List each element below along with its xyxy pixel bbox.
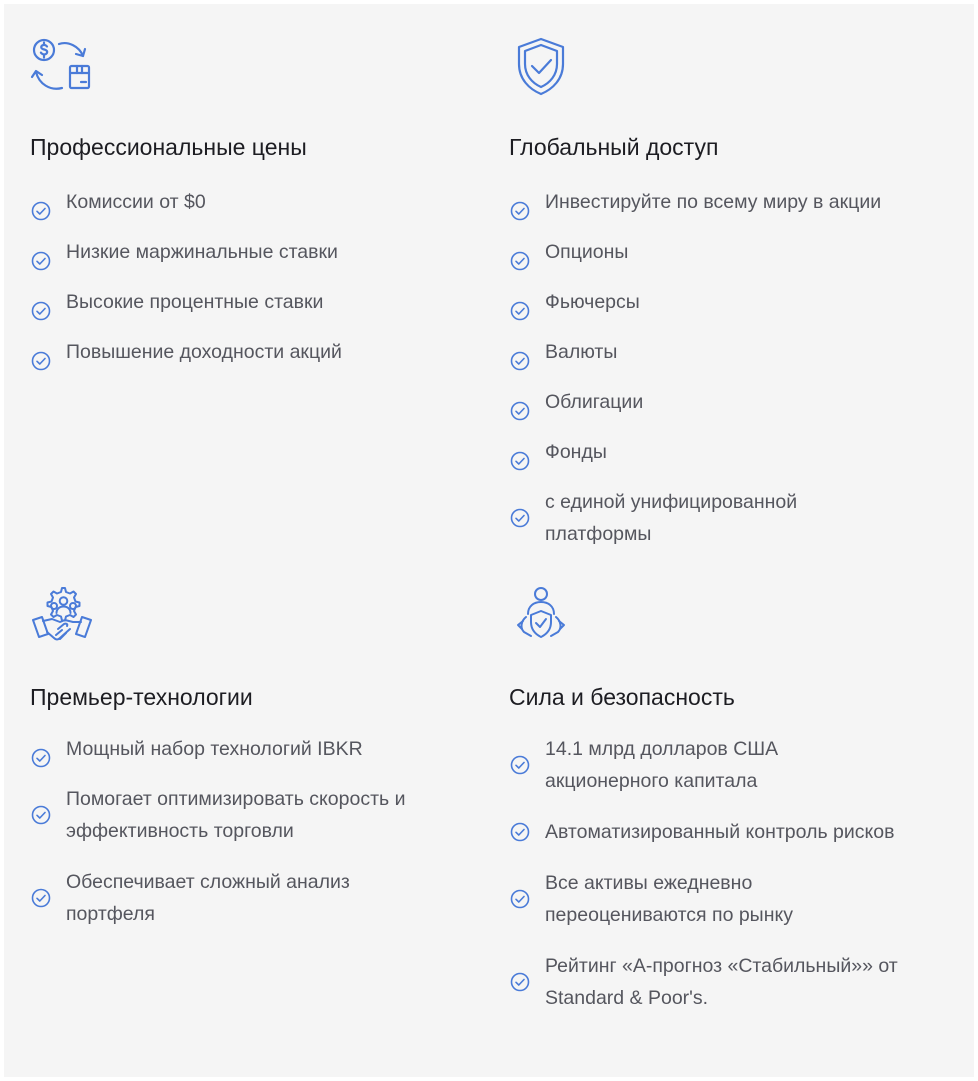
- list-item-text: Низкие маржинальные ставки: [66, 241, 338, 263]
- list-item-text: Помогает оптимизировать скорость и эффективность торговли: [66, 788, 406, 842]
- list-item-text: Фонды: [545, 441, 607, 463]
- check-circle-icon: [510, 508, 530, 528]
- list-item: [509, 486, 845, 550]
- feature-title: Профессиональные цены: [30, 134, 307, 160]
- list-item: [509, 867, 875, 931]
- check-circle-icon: [510, 972, 530, 992]
- list-item-text: Все активы ежедневно переоцениваются по рынку: [545, 872, 793, 926]
- list-item-text: Повышение доходности акций: [66, 341, 342, 363]
- check-circle-icon: [510, 401, 530, 421]
- feature-list: [509, 733, 969, 1014]
- shield-check-icon: [509, 34, 573, 98]
- list-item-text: Комиссии от $0: [66, 191, 206, 213]
- check-circle-icon: [31, 201, 51, 221]
- list-item-text: Высокие процентные ставки: [66, 291, 324, 313]
- list-item: [30, 286, 342, 336]
- feature-title: Сила и безопасность: [509, 684, 735, 710]
- list-item: [30, 733, 490, 783]
- check-circle-icon: [31, 748, 51, 768]
- list-item: [509, 286, 969, 336]
- exchange-dollar-box-icon: [30, 34, 94, 98]
- list-item: [30, 236, 342, 286]
- list-item: [30, 866, 406, 930]
- list-item-text: Фьючерсы: [545, 291, 640, 313]
- check-circle-icon: [510, 301, 530, 321]
- check-circle-icon: [510, 822, 530, 842]
- list-item-text: Мощный набор технологий IBKR: [66, 738, 363, 760]
- list-item: [509, 186, 969, 236]
- list-item-text: 14.1 млрд долларов США акционерного капитала: [545, 738, 779, 792]
- check-circle-icon: [31, 888, 51, 908]
- check-circle-icon: [510, 201, 530, 221]
- list-item-text: Валюты: [545, 341, 618, 363]
- check-circle-icon: [31, 805, 51, 825]
- feature-list: [30, 733, 490, 930]
- list-item: [509, 733, 845, 797]
- list-item: [509, 336, 969, 386]
- list-item-text: Автоматизированный контроль рисков: [545, 821, 895, 843]
- list-item: [30, 336, 342, 386]
- list-item-text: Инвестируйте по всему миру в акции: [545, 191, 882, 213]
- list-item-text: Опционы: [545, 241, 629, 263]
- list-item-text: Обеспечивает сложный анализ портфеля: [66, 871, 350, 925]
- feature-title: Премьер-технологии: [30, 684, 253, 710]
- list-item-text: Рейтинг «A-прогноз «Стабильный»» от Standard & Poor's.: [545, 955, 898, 1009]
- check-circle-icon: [510, 451, 530, 471]
- features-panel: [4, 4, 974, 1077]
- check-circle-icon: [510, 251, 530, 271]
- check-circle-icon: [31, 351, 51, 371]
- feature-list: [30, 186, 342, 386]
- list-item: [509, 950, 965, 1014]
- list-item: [509, 236, 969, 286]
- person-shield-icon: [509, 584, 573, 648]
- feature-list: [509, 186, 969, 550]
- check-circle-icon: [510, 889, 530, 909]
- list-item-text: Облигации: [545, 391, 644, 413]
- list-item: [30, 783, 486, 847]
- handshake-gear-icon: [30, 584, 94, 648]
- list-item: [509, 386, 969, 436]
- list-item: [509, 816, 905, 848]
- check-circle-icon: [510, 755, 530, 775]
- check-circle-icon: [31, 251, 51, 271]
- check-circle-icon: [31, 301, 51, 321]
- list-item: [30, 186, 342, 236]
- list-item-text: с единой унифицированной платформы: [545, 491, 798, 545]
- list-item: [509, 436, 969, 486]
- check-circle-icon: [510, 351, 530, 371]
- feature-title: Глобальный доступ: [509, 134, 719, 160]
